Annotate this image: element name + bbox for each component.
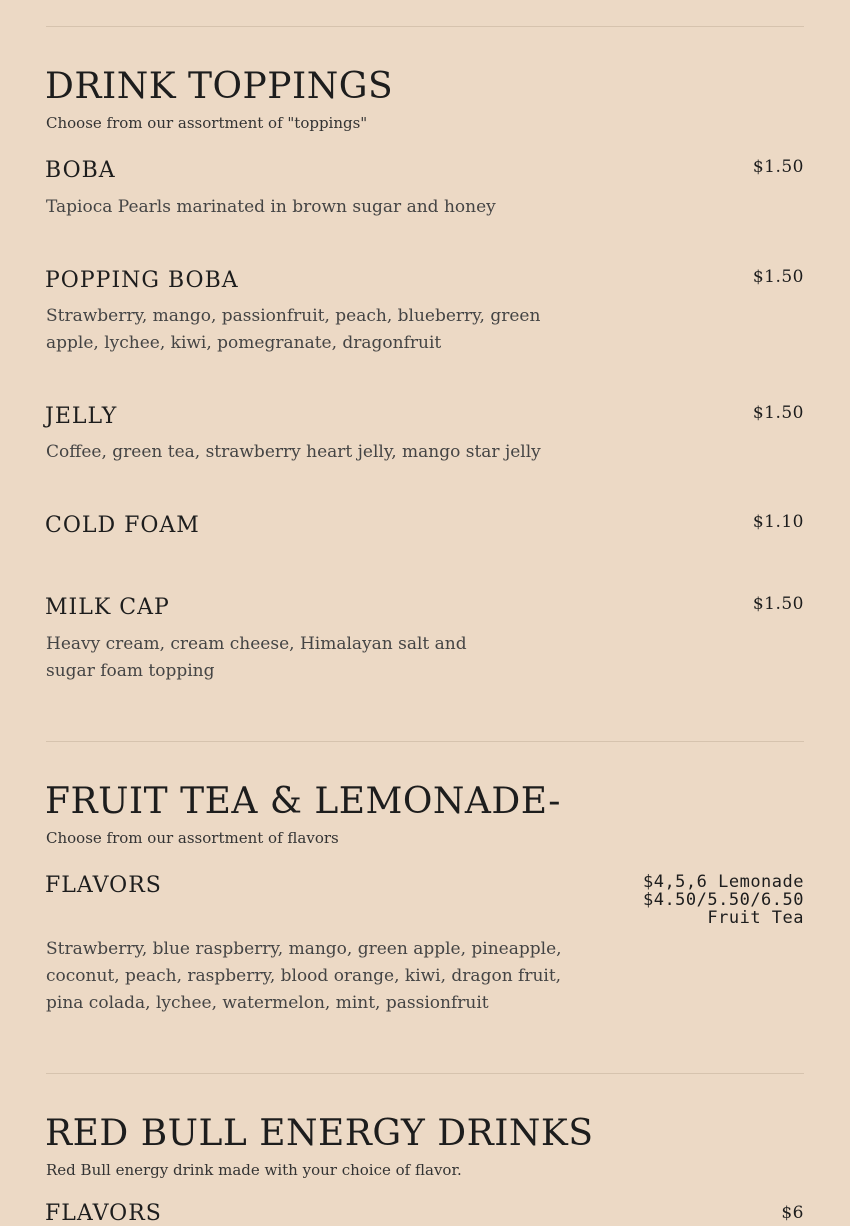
- fruit-tea-label: Fruit Tea: [707, 908, 804, 928]
- menu-item-price: $1.50: [752, 594, 804, 614]
- section-description: Choose from our assortment of "toppings": [46, 114, 368, 132]
- section-title-drink-toppings: DRINK TOPPINGS: [45, 66, 394, 107]
- menu-item-name: MILK CAP: [45, 595, 170, 620]
- menu-item-price: $1.50: [752, 267, 804, 287]
- menu-item-price: [643, 873, 804, 927]
- menu-item-name: FLAVORS: [45, 873, 162, 898]
- section-description: Red Bull energy drink made with your choice of flavor.: [46, 1161, 462, 1179]
- menu-item-price: $1.50: [752, 157, 804, 177]
- menu-item-name: COLD FOAM: [45, 513, 200, 538]
- menu-item-description: Tapioca Pearls marinated in brown sugar and honey: [46, 197, 496, 217]
- menu-item-name: BOBA: [45, 158, 116, 183]
- menu-item-price: $1.10: [752, 512, 804, 532]
- section-divider: [46, 741, 804, 742]
- menu-item-name: POPPING BOBA: [45, 268, 239, 293]
- section-title-red-bull: RED BULL ENERGY DRINKS: [45, 1113, 594, 1154]
- section-divider: [46, 1073, 804, 1074]
- menu-item-price: $1.50: [752, 403, 804, 423]
- lemonade-price: $4,5,6 Lemonade: [642, 872, 804, 892]
- fruit-tea-price: $4.50/5.50/6.50: [642, 890, 804, 910]
- menu-item-description: Coffee, green tea, strawberry heart jelly, mango star jelly: [46, 442, 541, 462]
- menu-item-price: $6: [781, 1203, 804, 1223]
- section-description: Choose from our assortment of flavors: [46, 829, 339, 847]
- menu-item-description: Strawberry, blue raspberry, mango, green apple, pineapple, coconut, peach, raspberry, blood orange, kiwi, dragon fruit, pina colada, lychee, watermelon, mint, passionfruit: [46, 939, 562, 1013]
- section-title-fruit-tea-lemonade: FRUIT TEA & LEMONADE-: [45, 781, 561, 822]
- menu-item-name: JELLY: [45, 404, 118, 429]
- menu-item-name: FLAVORS: [45, 1201, 162, 1226]
- menu-item-description: Heavy cream, cream cheese, Himalayan salt and sugar foam topping: [46, 634, 467, 681]
- menu-item-description: Strawberry, mango, passionfruit, peach, blueberry, green apple, lychee, kiwi, pomegranate, dragonfruit: [46, 306, 541, 353]
- section-divider: [46, 26, 804, 27]
